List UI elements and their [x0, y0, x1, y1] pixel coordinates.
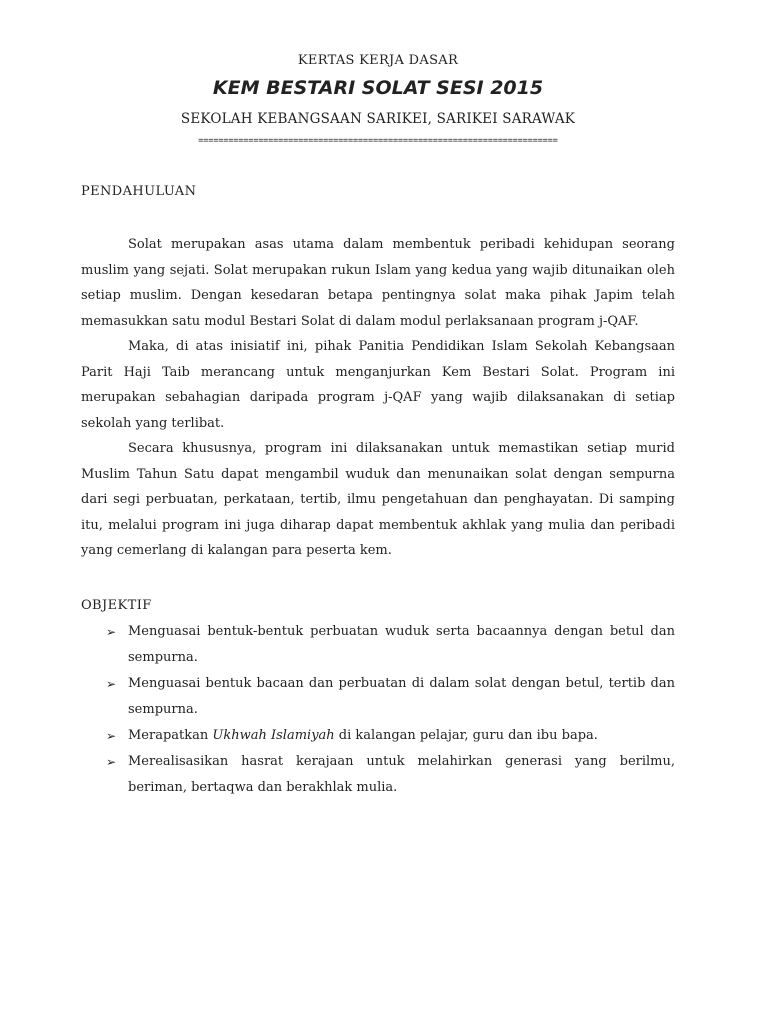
arrow-bullet-icon: ➢ [106, 754, 117, 769]
arrow-bullet-icon: ➢ [106, 676, 117, 691]
arrow-bullet-icon: ➢ [106, 624, 117, 639]
intro-body [81, 232, 675, 564]
list-item [81, 723, 675, 749]
intro-paragraph: Secara khususnya, program ini dilaksanakan untuk memastikan setiap murid Muslim Tahun Satu dapat mengambil wuduk dan menunaikan solat dengan sempurna dari segi perbuatan, perkataan, tertib, ilmu pengetahuan dan penghayatan. Di samping itu, melalui program ini juga diharap dapat membentuk akhlak yang mulia dan peribadi yang cemerlang di kalangan para peserta kem. [81, 441, 675, 558]
document-title: KEM BESTARI SOLAT SESI 2015 [212, 77, 544, 99]
objectives-list [81, 619, 675, 801]
objective-text: Merealisasikan hasrat kerajaan untuk melahirkan generasi yang berilmu, beriman, bertaqwa dan berakhlak mulia. [128, 753, 675, 795]
intro-paragraph: Maka, di atas inisiatif ini, pihak Panitia Pendidikan Islam Sekolah Kebangsaan Parit Haji Taib merancang untuk menganjurkan Kem Bestari Solat. Program ini merupakan sebahagian daripada program j-QAF yang wajib dilaksanakan di setiap sekolah yang terlibat. [81, 339, 675, 431]
objectives-heading: OBJEKTIF [81, 597, 152, 613]
list-item [81, 671, 675, 723]
objective-italic-term: Ukhwah Islamiyah [212, 727, 335, 743]
document-page [81, 52, 675, 801]
objective-text: Menguasai bentuk bacaan dan perbuatan di dalam solat dengan betul, tertib dan sempurna. [128, 675, 675, 717]
objective-text-after: di kalangan pelajar, guru dan ibu bapa. [334, 727, 598, 743]
document-subtitle: KERTAS KERJA DASAR [297, 53, 459, 68]
intro-heading: PENDAHULUAN [81, 184, 197, 199]
list-item [81, 619, 675, 671]
school-name: SEKOLAH KEBANGSAAN SARIKEI, SARIKEI SARAWAK [180, 111, 576, 127]
objective-text: Menguasai bentuk-bentuk perbuatan wuduk serta bacaannya dengan betul dan sempurna. [128, 623, 675, 665]
objective-text-before: Merapatkan [128, 727, 213, 743]
intro-paragraph: Solat merupakan asas utama dalam membentuk peribadi kehidupan seorang muslim yang sejati. Solat merupakan rukun Islam yang kedua yang wajib ditunaikan oleh setiap muslim. Dengan kesedaran betapa pentingnya solat maka pihak Japim telah memasukkan satu modul Bestari Solat di dalam modul perlaksanaan program j-QAF. [81, 237, 675, 329]
list-item [81, 749, 675, 801]
separator-rule: ======================================================================== [198, 135, 558, 145]
arrow-bullet-icon: ➢ [106, 728, 117, 743]
